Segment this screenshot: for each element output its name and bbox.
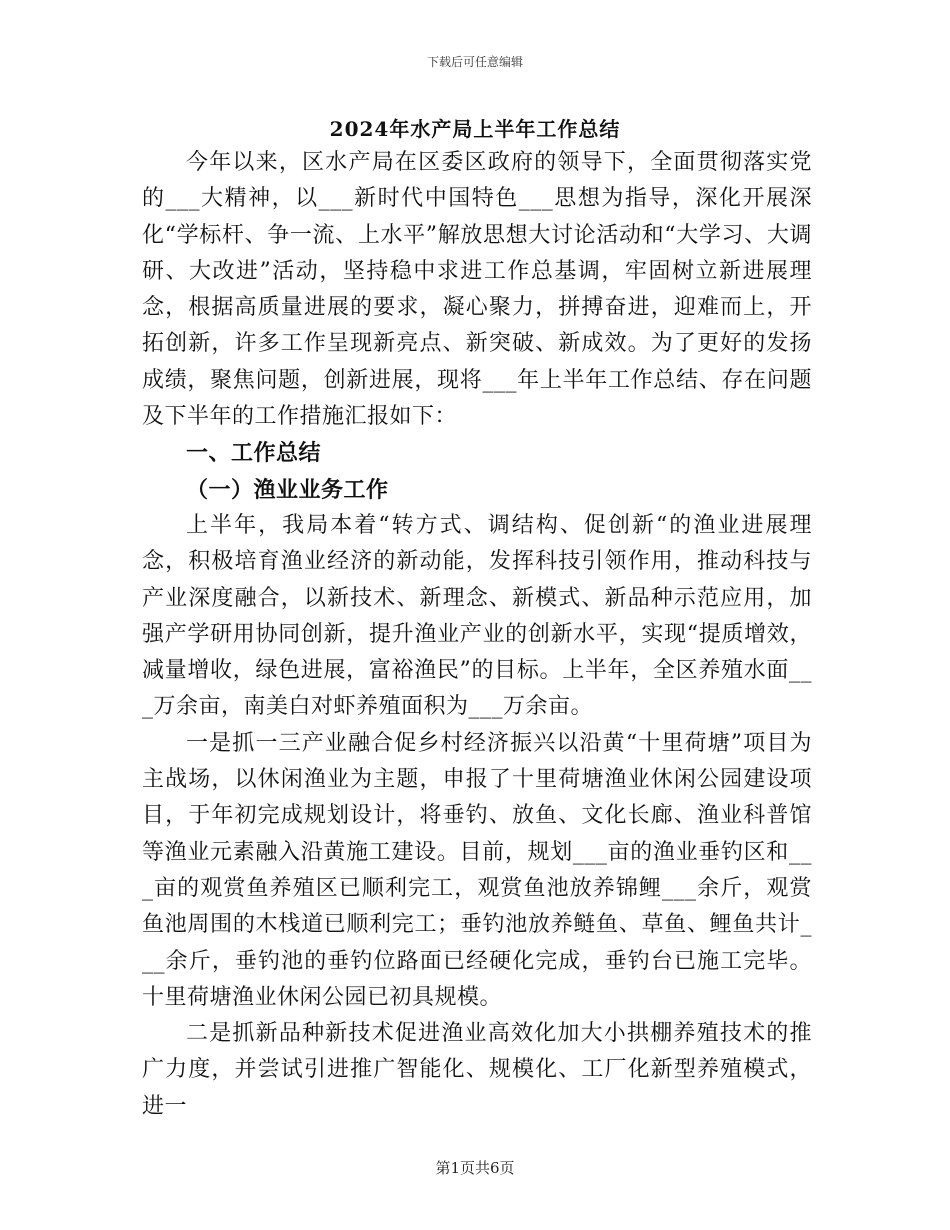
item-two-paragraph: 二是抓新品种新技术促进渔业高效化加大小拱棚养殖技术的推广力度，并尝试引进推广智能化、规模化、工厂化新型养殖模式，进一 <box>142 1021 812 1119</box>
subsection-heading-fishery-work: （一）渔业业务工作 <box>186 476 389 503</box>
page-header-note: 下载后可任意编辑 <box>426 55 523 69</box>
fishery-overview-paragraph: 上半年，我局本着“转方式、调结构、促创新“的渔业进展理念，积极培育渔业经济的新动能，发挥科技引领作用，推动科技与产业深度融合，以新技术、新理念、新模式、新品种示范应用，加强产学研用协同创新，提升渔业产业的创新水平，实现“提质增效，减量增收，绿色进展，富裕渔民”的目标。上半年，全区养殖水面___万余亩，南美白对虾养殖面积为___万余亩。 <box>142 512 812 720</box>
item-one-paragraph: 一是抓一三产业融合促乡村经济振兴以沿黄“十里荷塘”项目为主战场，以休闲渔业为主题，申报了十里荷塘渔业休闲公园建设项目，于年初完成规划设计，将垂钓、放鱼、文化长廊、渔业科普馆等渔业元素融入沿黄施工建设。目前，规划___亩的渔业垂钓区和___亩的观赏鱼养殖区已顺利完工，观赏鱼池放养锦鲤___余斤，观赏鱼池周围的木栈道已顺利完工；垂钓池放养鲢鱼、草鱼、鲤鱼共计___余斤，垂钓池的垂钓位路面已经硬化完成，垂钓台已施工完毕。十里荷塘渔业休闲公园已初具规模。 <box>142 730 812 1010</box>
document-title: 2024年水产局上半年工作总结 <box>329 117 621 141</box>
page-number: 第1页共6页 <box>435 1159 515 1177</box>
document-body <box>142 145 812 1125</box>
section-heading-work-summary: 一、工作总结 <box>186 440 322 467</box>
intro-paragraph: 今年以来，区水产局在区委区政府的领导下，全面贯彻落实党的___大精神，以___新时代中国特色___思想为指导，深化开展深化“学标杆、争一流、上水平”解放思想大讨论活动和“大学习、大调研、大改进”活动，坚持稳中求进工作总基调，牢固树立新进展理念，根据高质量进展的要求，凝心聚力，拼搏奋进，迎难而上，开拓创新，许多工作呈现新亮点、新突破、新成效。为了更好的发扬成绩，聚焦问题，创新进展，现将___年上半年工作总结、存在问题及下半年的工作措施汇报如下： <box>142 150 812 430</box>
